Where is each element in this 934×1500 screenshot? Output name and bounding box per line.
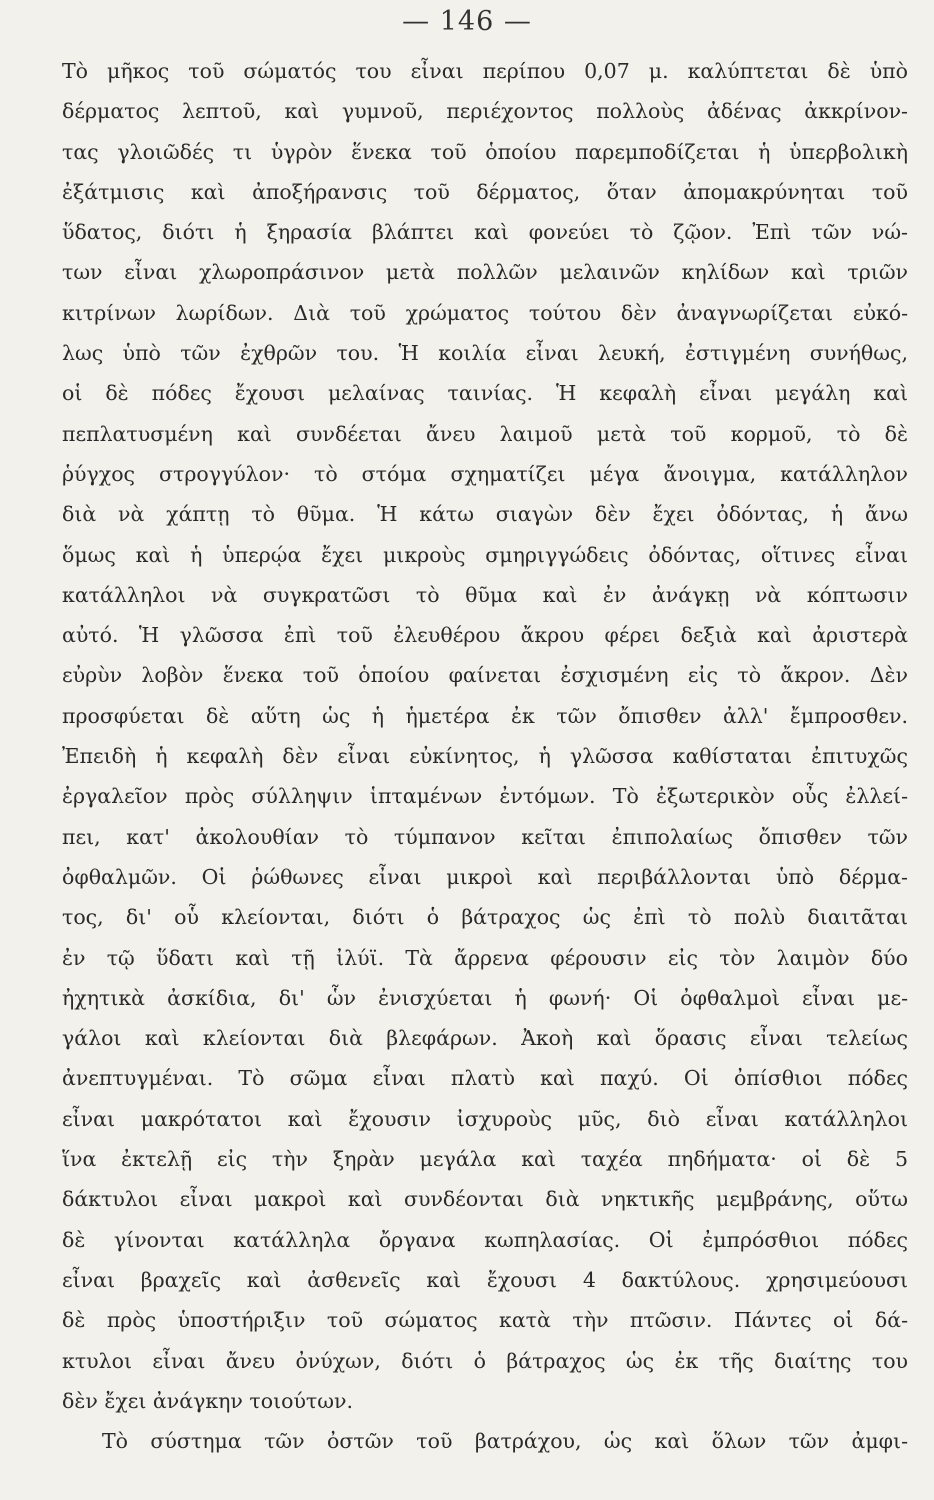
text-line: τος, δι' οὗ κλείονται, διότι ὁ βάτραχος ὡς ἐπὶ τὸ πολὺ διαιτᾶται xyxy=(62,905,908,930)
paragraph xyxy=(62,51,908,1421)
text-line: τας γλοιῶδές τι ὑγρὸν ἕνεκα τοῦ ὁποίου παρεμποδίζεται ἡ ὑπερβολικὴ xyxy=(62,139,908,164)
text-line: ὅμως καὶ ἡ ὑπερῴα ἔχει μικροὺς σμηριγγώδεις ὀδόντας, οἵτινες εἶναι xyxy=(62,542,908,567)
text-line: πει, κατ' ἀκολουθίαν τὸ τύμπανον κεῖται ἐπιπολαίως ὄπισθεν τῶν xyxy=(62,824,908,849)
text-line: Τὸ μῆκος τοῦ σώματός του εἶναι περίπου 0,07 μ. καλύπτεται δὲ ὑπὸ xyxy=(62,59,908,83)
text-line: δὲν ἔχει ἀνάγκην τοιούτων. xyxy=(62,1388,353,1413)
text-line: λως ὑπὸ τῶν ἐχθρῶν του. Ἡ κοιλία εἶναι λευκή, ἐστιγμένη συνήθως, xyxy=(62,341,908,366)
text-line: γάλοι καὶ κλείονται διὰ βλεφάρων. Ἀκοὴ καὶ ὅρασις εἶναι τελείως xyxy=(62,1026,908,1051)
text-line: κατάλληλοι νὰ συγκρατῶσι τὸ θῦμα καὶ ἐν ἀνάγκῃ νὰ κόπτωσιν xyxy=(62,582,908,607)
text-line: οἱ δὲ πόδες ἔχουσι μελαίνας ταινίας. Ἡ κεφαλὴ εἶναι μεγάλη καὶ xyxy=(62,381,908,406)
text-line: κιτρίνων λωρίδων. Διὰ τοῦ χρώματος τούτου δὲν ἀναγνωρίζεται εὐκό- xyxy=(62,300,908,325)
text-line: κτυλοι εἶναι ἄνευ ὀνύχων, διότι ὁ βάτραχος ὡς ἐκ τῆς διαίτης του xyxy=(62,1348,908,1373)
text-line: ἠχητικὰ ἀσκίδια, δι' ὧν ἐνισχύεται ἡ φωνή· Οἱ ὀφθαλμοὶ εἶναι με- xyxy=(62,985,908,1010)
text-line: εἶναι βραχεῖς καὶ ἀσθενεῖς καὶ ἔχουσι 4 δακτύλους. χρησιμεύουσι xyxy=(62,1267,908,1292)
text-line: ἐργαλεῖον πρὸς σύλληψιν ἱπταμένων ἐντόμων. Τὸ ἐξωτερικὸν οὖς ἐλλεί- xyxy=(62,784,908,809)
text-line: ἐν τῷ ὕδατι καὶ τῇ ἰλύϊ. Τὰ ἄρρενα φέρουσιν εἰς τὸν λαιμὸν δύο xyxy=(62,945,908,970)
text-body xyxy=(62,51,908,1461)
text-line: δάκτυλοι εἶναι μακροὶ καὶ συνδέονται διὰ νηκτικῆς μεμβράνης, οὕτω xyxy=(62,1187,908,1212)
text-line: δέρματος λεπτοῦ, καὶ γυμνοῦ, περιέχοντος πολλοὺς ἀδένας ἀκκρίνον- xyxy=(62,99,908,124)
text-line: των εἶναι χλωροπράσινον μετὰ πολλῶν μελαινῶν κηλίδων καὶ τριῶν xyxy=(62,260,908,285)
text-line: ἵνα ἐκτελῇ εἰς τὴν ξηρὰν μεγάλα καὶ ταχέα πηδήματα· οἱ δὲ 5 xyxy=(62,1147,908,1172)
text-line: διὰ νὰ χάπτῃ τὸ θῦμα. Ἡ κάτω σιαγὼν δὲν ἔχει ὀδόντας, ἡ ἄνω xyxy=(62,502,908,527)
text-line: ὕδατος, διότι ἡ ξηρασία βλάπτει καὶ φονεύει τὸ ζῷον. Ἐπὶ τῶν νώ- xyxy=(62,220,908,245)
text-line: προσφύεται δὲ αὕτη ὡς ἡ ἡμετέρα ἐκ τῶν ὄπισθεν ἀλλ' ἔμπροσθεν. xyxy=(62,703,908,728)
text-line: ἐξάτμισις καὶ ἀποξήρανσις τοῦ δέρματος, ὅταν ἀπομακρύνηται τοῦ xyxy=(62,179,908,204)
text-line: αὐτό. Ἡ γλῶσσα ἐπὶ τοῦ ἐλευθέρου ἄκρου φέρει δεξιὰ καὶ ἀριστερὰ xyxy=(62,623,908,648)
paragraph xyxy=(62,1421,908,1461)
text-line: εὐρὺν λοβὸν ἕνεκα τοῦ ὁποίου φαίνεται ἐσχισμένη εἰς τὸ ἄκρον. Δὲν xyxy=(62,663,908,688)
page-number: — 146 — xyxy=(402,6,532,37)
text-line: δὲ γίνονται κατάλληλα ὄργανα κωπηλασίας. Οἱ ἐμπρόσθιοι πόδες xyxy=(62,1227,908,1252)
text-line: ὀφθαλμῶν. Οἱ ῥώθωνες εἶναι μικροὶ καὶ περιβάλλονται ὑπὸ δέρμα- xyxy=(62,864,908,889)
text-line: Τὸ σύστημα τῶν ὀστῶν τοῦ βατράχου, ὡς καὶ ὅλων τῶν ἀμφι- xyxy=(102,1429,908,1454)
text-line: Ἐπειδὴ ἡ κεφαλὴ δὲν εἶναι εὐκίνητος, ἡ γλῶσσα καθίσταται ἐπιτυχῶς xyxy=(62,744,908,769)
text-line: πεπλατυσμένη καὶ συνδέεται ἄνευ λαιμοῦ μετὰ τοῦ κορμοῦ, τὸ δὲ xyxy=(62,421,908,446)
text-line: εἶναι μακρότατοι καὶ ἔχουσιν ἰσχυροὺς μῦς, διὸ εἶναι κατάλληλοι xyxy=(62,1106,908,1131)
text-line: δὲ πρὸς ὑποστήριξιν τοῦ σώματος κατὰ τὴν πτῶσιν. Πάντες οἱ δά- xyxy=(62,1308,908,1333)
text-line: ἀνεπτυγμέναι. Τὸ σῶμα εἶναι πλατὺ καὶ παχύ. Οἱ ὀπίσθιοι πόδες xyxy=(62,1066,908,1091)
text-line: ῥύγχος στρογγύλον· τὸ στόμα σχηματίζει μέγα ἄνοιγμα, κατάλληλον xyxy=(62,461,908,486)
